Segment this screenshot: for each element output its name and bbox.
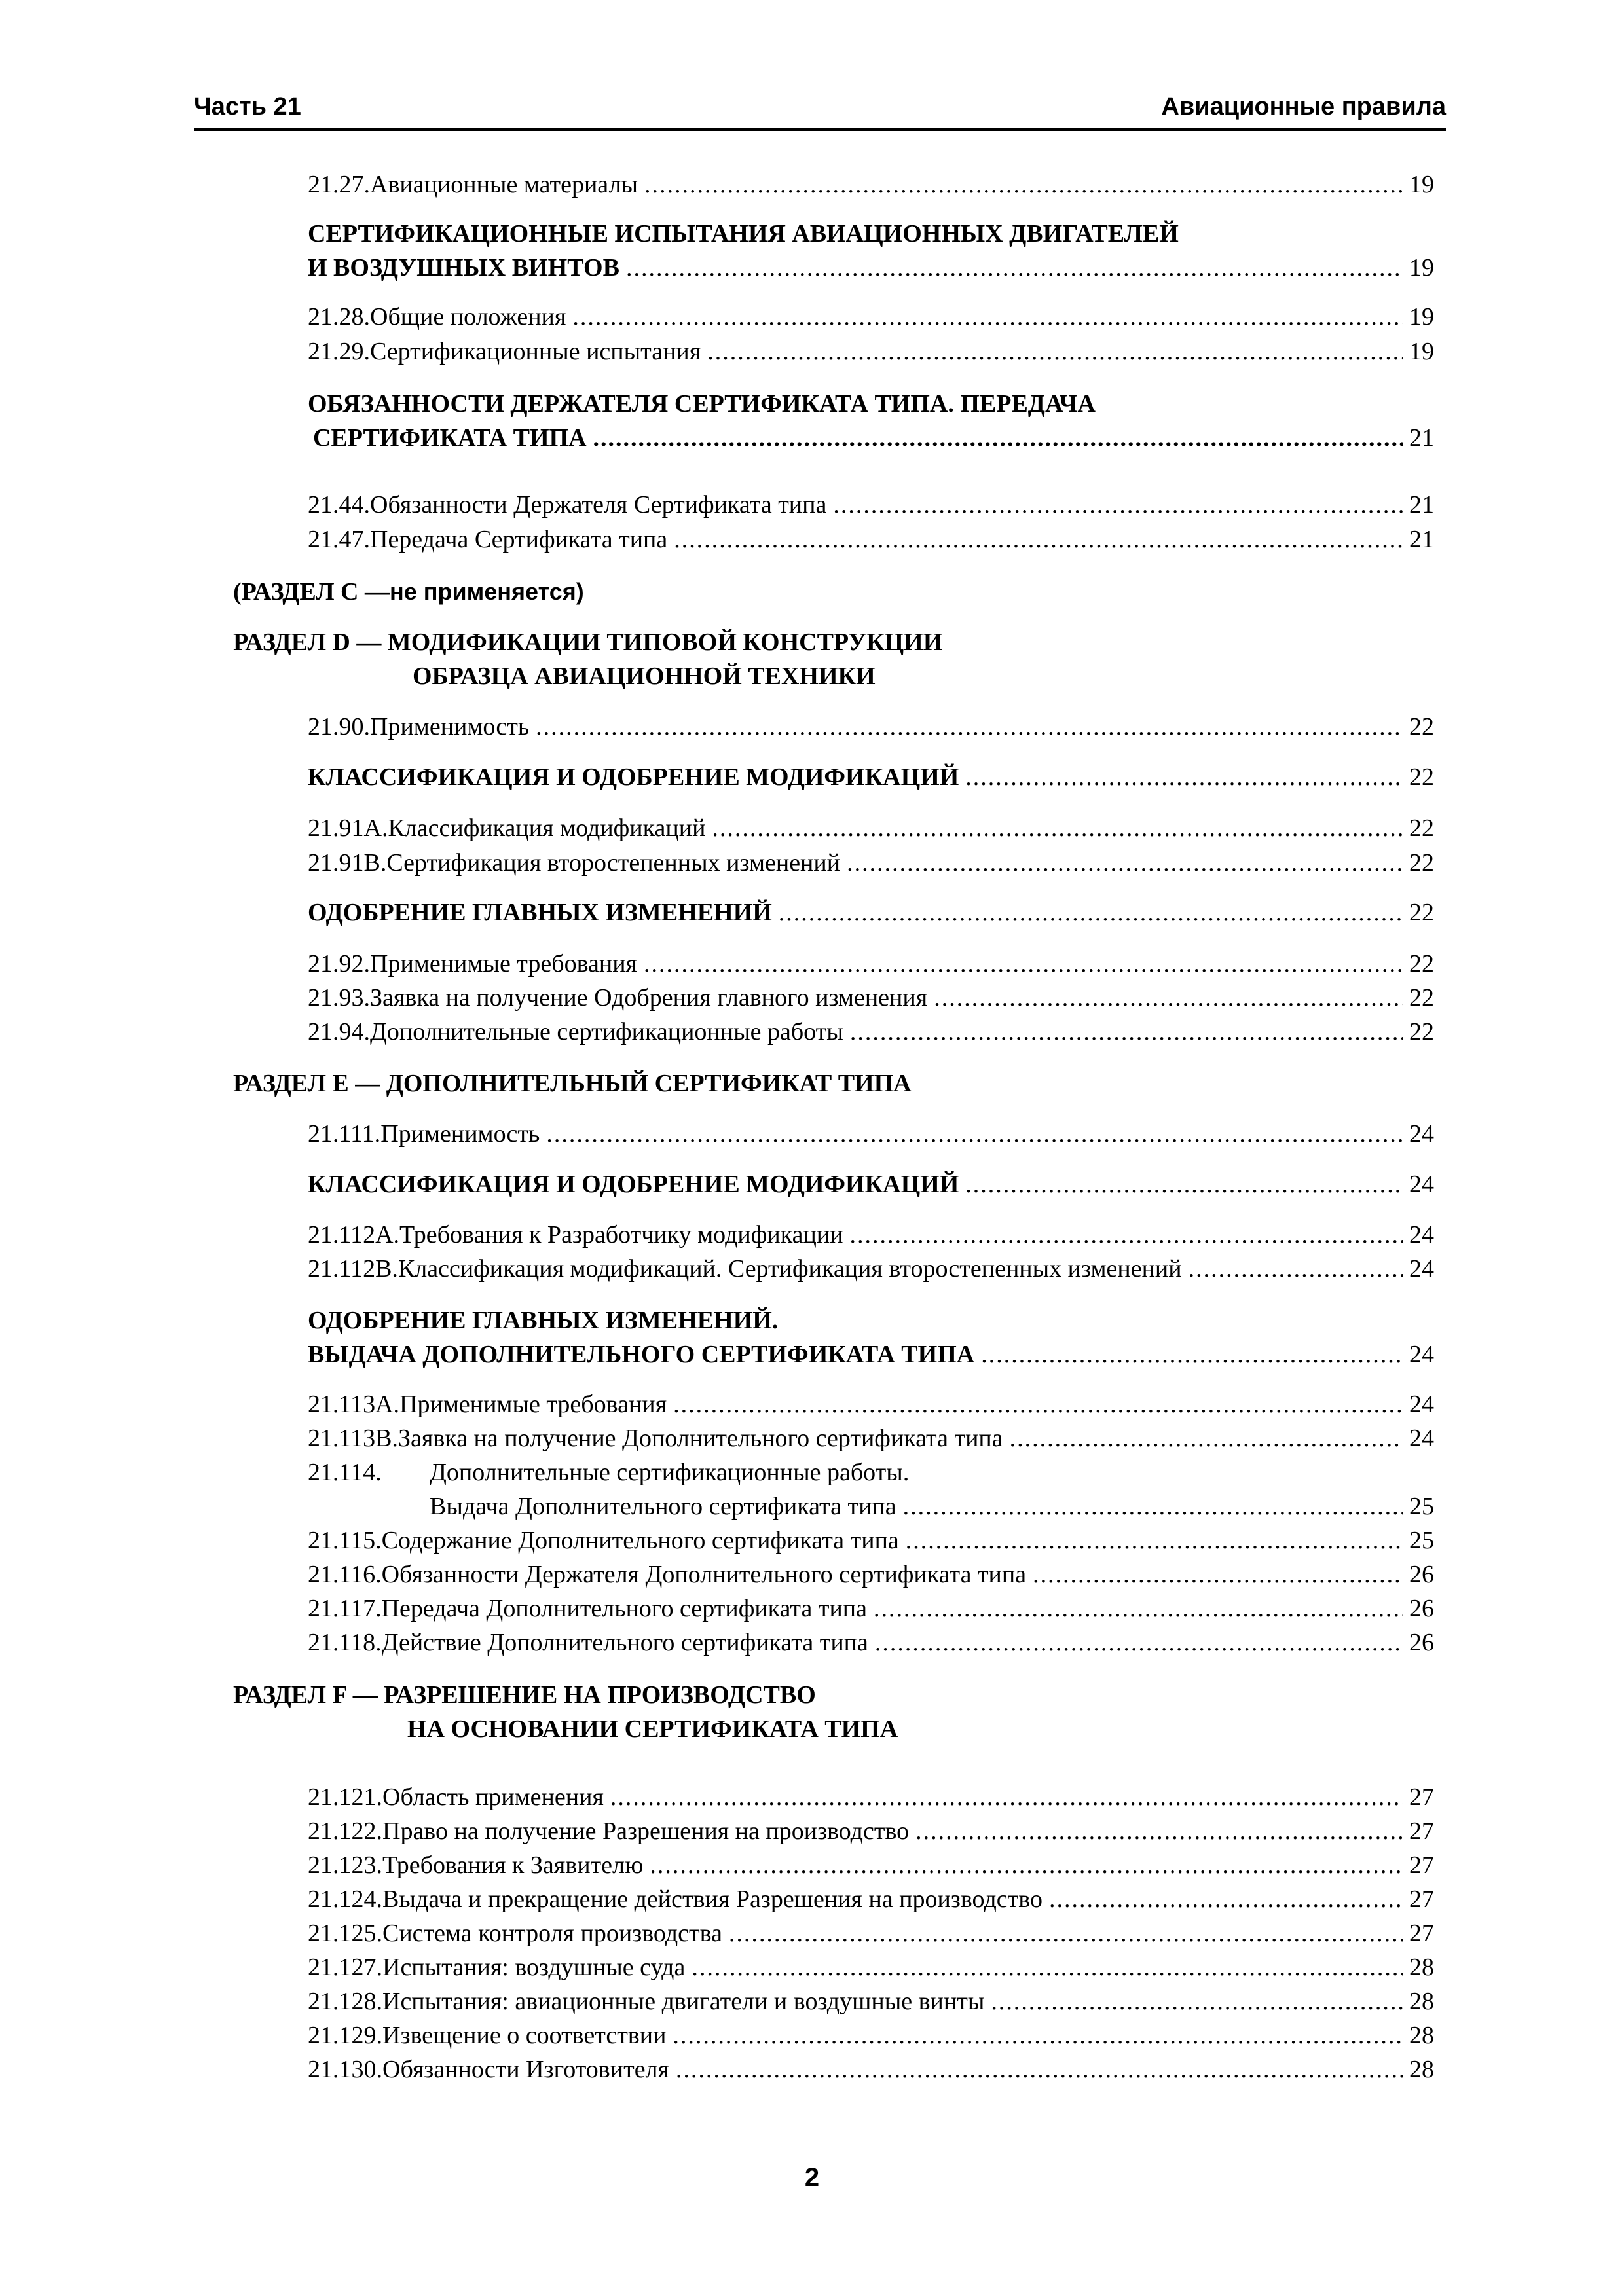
toc-heading-line: ОДОБРЕНИЕ ГЛАВНЫХ ИЗМЕНЕНИЙ xyxy=(308,899,772,926)
toc-part-heading[interactable] xyxy=(413,661,876,691)
toc-entry[interactable] xyxy=(308,1782,1409,1812)
toc-entry-number: 21.115. xyxy=(308,1527,382,1554)
toc-page-number: 24 xyxy=(1409,1425,1434,1452)
toc-page-number: 22 xyxy=(1409,984,1434,1011)
dot-leader xyxy=(965,1169,1403,1199)
toc-page-number: 27 xyxy=(1409,1851,1434,1879)
toc-part-note: не применяется) xyxy=(389,578,584,605)
dot-leader xyxy=(833,490,1403,520)
toc-entry[interactable] xyxy=(308,1816,1409,1846)
toc-entry[interactable] xyxy=(308,2054,1409,2085)
toc-entry-title: Испытания: авиационные двигатели и воздушные винты xyxy=(382,1988,985,2015)
toc-entry-number: 21.47. xyxy=(308,526,370,553)
toc-part-heading[interactable] xyxy=(233,1680,816,1710)
toc-entry-title: Применимость xyxy=(370,713,530,740)
dot-leader xyxy=(707,337,1403,367)
toc-page-number: 25 xyxy=(1409,1527,1434,1554)
toc-entry-title: Требования к Заявителю xyxy=(382,1851,644,1879)
dot-leader xyxy=(915,1816,1403,1846)
toc-page-number: 19 xyxy=(1409,171,1434,198)
dot-leader xyxy=(673,1389,1403,1419)
toc-page-number: 22 xyxy=(1409,950,1434,977)
dot-leader xyxy=(903,1491,1403,1522)
toc-entry-number: 21.112А. xyxy=(308,1221,400,1248)
toc-page-number: 27 xyxy=(1409,1886,1434,1913)
toc-page-number: 27 xyxy=(1409,1783,1434,1811)
toc-entry[interactable] xyxy=(308,302,1409,332)
dot-leader xyxy=(1049,1884,1403,1914)
toc-page-number: 28 xyxy=(1409,1954,1434,1981)
dot-leader xyxy=(610,1782,1403,1812)
toc-section-heading[interactable] xyxy=(313,423,1409,453)
toc-entry-title: Дополнительные сертификационные работы. xyxy=(430,1459,910,1486)
toc-entry-number: 21.91А. xyxy=(308,814,388,842)
toc-entry-number: 21.124. xyxy=(308,1886,382,1913)
toc-entry-title: Испытания: воздушные суда xyxy=(382,1954,686,1981)
dot-leader xyxy=(849,1220,1403,1250)
toc-entry-number: 21.129. xyxy=(308,2022,382,2049)
toc-entry[interactable] xyxy=(308,1986,1409,2016)
toc-entry-title: Право на получение Разрешения на производство xyxy=(382,1817,910,1845)
toc-entry[interactable] xyxy=(308,1594,1409,1624)
dot-leader xyxy=(847,848,1403,878)
toc-entry-title: Содержание Дополнительного сертификата типа xyxy=(381,1527,899,1554)
dot-leader xyxy=(965,762,1403,792)
toc-part-title: РАЗДЕЛ F — РАЗРЕШЕНИЕ НА ПРОИЗВОДСТВО xyxy=(233,1681,816,1709)
toc-section-heading[interactable] xyxy=(308,762,1409,792)
toc-section-heading[interactable] xyxy=(308,253,1409,283)
toc-page-number: 24 xyxy=(1409,1391,1434,1418)
toc-entry[interactable] xyxy=(308,170,1409,200)
toc-entry[interactable] xyxy=(308,983,1409,1013)
dot-leader xyxy=(850,1017,1403,1047)
toc-entry-number: 21.91В. xyxy=(308,849,387,877)
dot-leader xyxy=(644,170,1403,200)
toc-entry[interactable] xyxy=(308,1628,1409,1658)
toc-entry-title: Обязанности Держателя Сертификата типа xyxy=(370,491,827,519)
toc-entry-number: 21.128. xyxy=(308,1988,382,2015)
dot-leader xyxy=(626,253,1403,283)
toc-entry-number: 21.125. xyxy=(308,1920,382,1947)
toc-page-number: 24 xyxy=(1409,1255,1434,1283)
toc-entry-title: Применимые требования xyxy=(399,1391,667,1418)
toc-entry[interactable] xyxy=(308,1017,1409,1047)
toc-page-number: 24 xyxy=(1409,1341,1434,1368)
toc-entry[interactable] xyxy=(308,1389,1409,1419)
toc-page-number: 22 xyxy=(1409,814,1434,842)
toc-entry-number: 21.130. xyxy=(308,2056,382,2083)
toc-entry[interactable] xyxy=(308,490,1409,520)
toc-heading-line: КЛАССИФИКАЦИЯ И ОДОБРЕНИЕ МОДИФИКАЦИЙ xyxy=(308,763,959,791)
toc-part-heading[interactable] xyxy=(233,577,584,607)
toc-entry-title: Передача Сертификата типа xyxy=(370,526,668,553)
toc-entry-number: 21.92. xyxy=(308,950,370,977)
toc-entry-number: 21.123. xyxy=(308,1851,382,1879)
toc-entry[interactable] xyxy=(308,848,1409,878)
toc-entry[interactable] xyxy=(308,1457,909,1487)
toc-entry-title: Заявка на получение Одобрения главного изменения xyxy=(370,984,928,1011)
toc-entry-title: Действие Дополнительного сертификата типа xyxy=(381,1629,868,1656)
toc-section-heading[interactable] xyxy=(308,898,1409,928)
toc-entry[interactable] xyxy=(308,949,1409,979)
toc-entry-number: 21.44. xyxy=(308,491,370,519)
toc-page-number: 26 xyxy=(1409,1595,1434,1622)
toc-entry-number: 21.93. xyxy=(308,984,370,1011)
dot-leader xyxy=(536,712,1403,742)
toc-entry-number: 21.29. xyxy=(308,338,370,365)
toc-entry-title: Применимость xyxy=(380,1120,540,1148)
toc-page-number: 25 xyxy=(1409,1493,1434,1520)
toc-entry-number: 21.112В. xyxy=(308,1255,398,1283)
toc-part-title: РАЗДЕЛ D — МОДИФИКАЦИИ ТИПОВОЙ КОНСТРУКЦИИ xyxy=(233,629,943,656)
toc-page-number: 19 xyxy=(1409,254,1434,282)
dot-leader xyxy=(673,2020,1403,2050)
toc-entry[interactable] xyxy=(308,1918,1409,1948)
toc-page-number: 22 xyxy=(1409,849,1434,877)
toc-entry-title: Выдача Дополнительного сертификата типа xyxy=(430,1493,896,1520)
dot-leader xyxy=(593,423,1403,453)
dot-leader xyxy=(934,983,1403,1013)
toc-page-number: 22 xyxy=(1409,1018,1434,1046)
toc-entry-number: 21.113А. xyxy=(308,1391,400,1418)
dot-leader xyxy=(650,1850,1403,1880)
toc-page-number: 21 xyxy=(1409,491,1434,519)
toc-entry[interactable] xyxy=(308,524,1409,555)
toc-entry-number: 21.118. xyxy=(308,1629,382,1656)
toc-entry-number: 21.111. xyxy=(308,1120,381,1148)
toc-page-number: 24 xyxy=(1409,1120,1434,1148)
toc-entry-title: Применимые требования xyxy=(370,950,638,977)
toc-heading-line: ВЫДАЧА ДОПОЛНИТЕЛЬНОГО СЕРТИФИКАТА ТИПА xyxy=(308,1341,975,1368)
dot-leader xyxy=(991,1986,1403,2016)
toc-entry-number: 21.113В. xyxy=(308,1425,398,1452)
dot-leader xyxy=(1189,1254,1403,1284)
toc-entry[interactable] xyxy=(308,1884,1409,1914)
toc-page-number: 19 xyxy=(1409,338,1434,365)
toc-entry-title: Дополнительные сертификационные работы xyxy=(370,1018,843,1046)
toc-entry-title: Заявка на получение Дополнительного сертификата типа xyxy=(397,1425,1003,1452)
toc-page-number: 27 xyxy=(1409,1817,1434,1845)
toc-entry-title: Классификация модификаций xyxy=(388,814,706,842)
toc-part-title: РАЗДЕЛ Е — ДОПОЛНИТЕЛЬНЫЙ СЕРТИФИКАТ ТИПА xyxy=(233,1070,912,1097)
toc-page-number: 26 xyxy=(1409,1561,1434,1588)
toc-entry-title: Сертификация второстепенных изменений xyxy=(386,849,841,877)
toc-entry[interactable] xyxy=(308,1220,1409,1250)
toc-entry-title: Обязанности Изготовителя xyxy=(382,2056,670,2083)
toc-heading-line: ОБЯЗАННОСТИ ДЕРЖАТЕЛЯ СЕРТИФИКАТА ТИПА. ПЕРЕДАЧА xyxy=(308,390,1096,418)
toc-part-title: НА ОСНОВАНИИ СЕРТИФИКАТА ТИПА xyxy=(407,1715,898,1743)
toc-entry-title: Выдача и прекращение действия Разрешения на производство xyxy=(382,1886,1043,1913)
dot-leader xyxy=(692,1952,1403,1982)
toc-entry[interactable] xyxy=(308,1254,1409,1284)
toc-entry[interactable] xyxy=(308,337,1409,367)
toc-section-heading[interactable] xyxy=(308,1169,1409,1199)
dot-leader xyxy=(546,1119,1403,1149)
dot-leader xyxy=(874,1594,1403,1624)
toc-entry-title: Система контроля производства xyxy=(382,1920,722,1947)
dot-leader xyxy=(729,1918,1403,1948)
toc-entry[interactable] xyxy=(308,1423,1409,1453)
toc-page-number: 28 xyxy=(1409,2022,1434,2049)
toc-page-number: 28 xyxy=(1409,2056,1434,2083)
toc-entry[interactable] xyxy=(308,1850,1409,1880)
toc-page-number: 21 xyxy=(1409,526,1434,553)
toc-entry[interactable] xyxy=(308,1525,1409,1556)
header-part-label: Часть 21 xyxy=(194,93,301,120)
toc-section-heading[interactable] xyxy=(308,1305,778,1336)
toc-page-number: 24 xyxy=(1409,1221,1434,1248)
toc-entry-title: Извещение о соответствии xyxy=(382,2022,667,2049)
toc-entry-number: 21.27. xyxy=(308,171,370,198)
toc-page-number: 27 xyxy=(1409,1920,1434,1947)
toc-entry-title: Общие положения xyxy=(370,303,566,331)
toc-entry[interactable] xyxy=(308,813,1409,843)
toc-page-number: 28 xyxy=(1409,1988,1434,2015)
toc-page-number: 22 xyxy=(1409,763,1434,791)
toc-entry-title: Сертификационные испытания xyxy=(370,338,701,365)
toc-entry[interactable] xyxy=(308,712,1409,742)
dot-leader xyxy=(572,302,1403,332)
toc-entry-title: Обязанности Держателя Дополнительного сертификата типа xyxy=(381,1561,1027,1588)
header-title: Авиационные правила xyxy=(1161,93,1446,120)
dot-leader xyxy=(644,949,1403,979)
toc-entry[interactable] xyxy=(308,1559,1409,1590)
toc-part-title: ОБРАЗЦА АВИАЦИОННОЙ ТЕХНИКИ xyxy=(413,663,876,690)
toc-section-heading[interactable] xyxy=(308,219,1179,249)
dot-leader xyxy=(779,898,1403,928)
dot-leader xyxy=(712,813,1403,843)
toc-entry-number: 21.122. xyxy=(308,1817,382,1845)
dot-leader xyxy=(906,1525,1403,1556)
dot-leader xyxy=(676,2054,1403,2085)
toc-entry-number: 21.117. xyxy=(308,1595,382,1622)
dot-leader xyxy=(875,1628,1403,1658)
toc-part-label: (РАЗДЕЛ С — xyxy=(233,578,390,606)
toc-heading-line: КЛАССИФИКАЦИЯ И ОДОБРЕНИЕ МОДИФИКАЦИЙ xyxy=(308,1171,959,1198)
toc-entry-title: Область применения xyxy=(382,1783,604,1811)
dot-leader xyxy=(1033,1559,1403,1590)
toc-page-number: 26 xyxy=(1409,1629,1434,1656)
toc-heading-line: ОДОБРЕНИЕ ГЛАВНЫХ ИЗМЕНЕНИЙ. xyxy=(308,1307,779,1334)
toc-heading-line: СЕРТИФИКАЦИОННЫЕ ИСПЫТАНИЯ АВИАЦИОННЫХ ДВИГАТЕЛЕЙ xyxy=(308,220,1179,247)
toc-entry-title: Классификация модификаций. Сертификация второстепенных изменений xyxy=(397,1255,1182,1283)
toc-entry-title: Передача Дополнительного сертификата типа xyxy=(381,1595,868,1622)
toc-entry[interactable] xyxy=(308,1952,1409,1982)
toc-entry-number: 21.28. xyxy=(308,303,370,331)
toc-section-heading[interactable] xyxy=(308,389,1096,419)
toc-page-number: 24 xyxy=(1409,1171,1434,1198)
toc-entry-number: 21.116. xyxy=(308,1561,382,1588)
toc-part-heading[interactable] xyxy=(233,1068,912,1099)
toc-entry[interactable] xyxy=(308,1119,1409,1149)
toc-section-heading[interactable] xyxy=(308,1339,1409,1370)
toc-entry-title: Авиационные материалы xyxy=(370,171,638,198)
toc-entry-number: 21.94. xyxy=(308,1018,370,1046)
toc-page-number: 19 xyxy=(1409,303,1434,331)
toc-heading-line: СЕРТИФИКАТА ТИПА xyxy=(313,424,587,452)
dot-leader xyxy=(981,1339,1403,1370)
toc-entry-number: 21.90. xyxy=(308,713,370,740)
toc-page-number: 21 xyxy=(1409,424,1434,452)
dot-leader xyxy=(1010,1423,1403,1453)
toc-page-number: 22 xyxy=(1409,899,1434,926)
page-number-footer: 2 xyxy=(804,2163,820,2192)
toc-entry-number: 21.127. xyxy=(308,1954,382,1981)
toc-heading-line: И ВОЗДУШНЫХ ВИНТОВ xyxy=(308,254,619,282)
dot-leader xyxy=(674,524,1403,555)
toc-entry-number: 21.121. xyxy=(308,1783,382,1811)
toc-part-heading[interactable] xyxy=(233,627,942,657)
toc-part-heading[interactable] xyxy=(407,1714,898,1744)
toc-entry-number: 21.114. xyxy=(308,1459,382,1486)
toc-entry-continuation[interactable] xyxy=(430,1491,1409,1522)
toc-page-number: 22 xyxy=(1409,713,1434,740)
toc-entry[interactable] xyxy=(308,2020,1409,2050)
toc-entry-title: Требования к Разработчику модификации xyxy=(399,1221,843,1248)
